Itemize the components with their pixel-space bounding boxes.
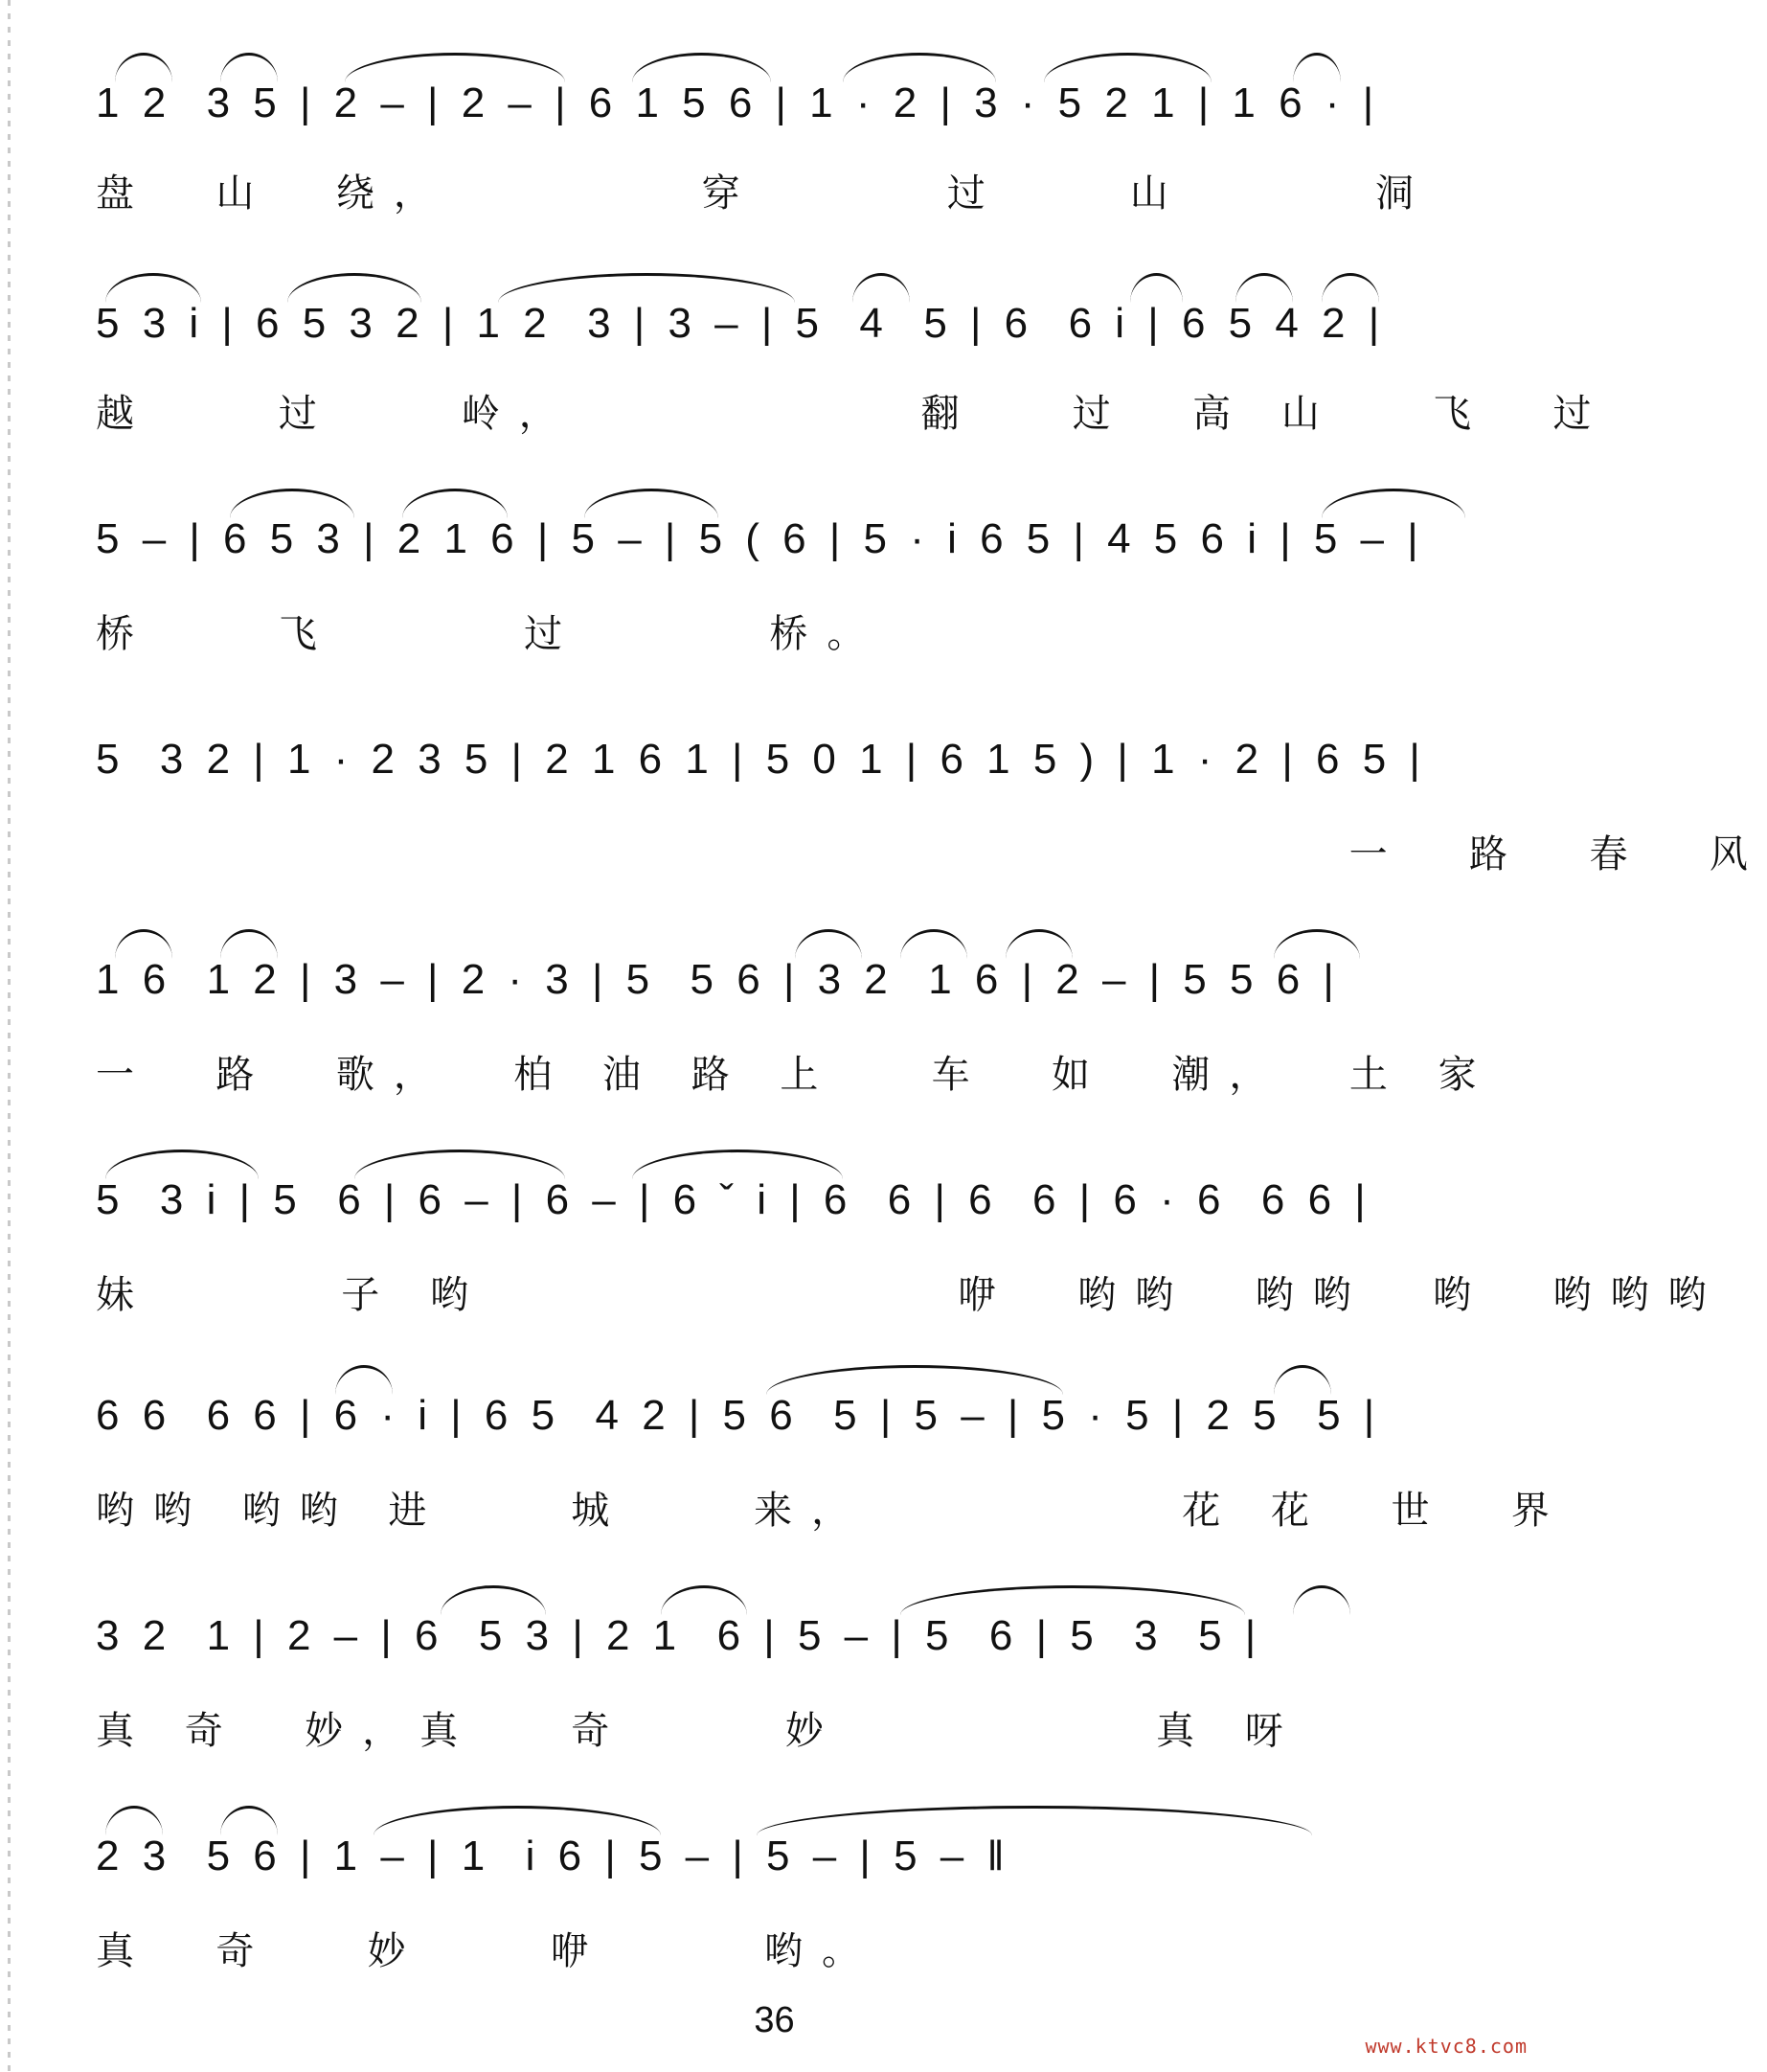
slur <box>1130 273 1183 303</box>
notation-row <box>96 929 1456 1015</box>
lyric-line: 真 奇 妙 咿 哟。 <box>96 1929 880 1973</box>
slur <box>287 273 421 303</box>
lyric-line: 越 过 岭， 翻 过 高 山 飞 过 <box>96 392 1611 436</box>
slur <box>852 273 910 303</box>
notation-row <box>96 1806 1456 1892</box>
slur <box>220 929 278 959</box>
slur <box>1293 53 1341 82</box>
page-number: 36 <box>754 2000 795 2040</box>
slur <box>843 53 996 82</box>
slur <box>1322 489 1465 518</box>
slur <box>757 1806 1312 1835</box>
slur <box>115 53 172 82</box>
slur <box>335 1365 393 1395</box>
lyric-line: 哟哟 哟哟 进 城 来， 花 花 世 界 <box>96 1489 1569 1533</box>
jianpu-notes: 5 3 2 | 1 · 2 3 5 | 2 1 6 1 | 5 0 1 | 6 1 5 ) | 1 · 2 | 6 5 | <box>96 736 1426 783</box>
lyric-line: 一 路 歌， 柏 油 路 上 车 如 潮， 土 家 <box>96 1053 1496 1097</box>
slur <box>105 273 201 303</box>
slur <box>105 1150 259 1179</box>
jianpu-notes: 5 3 i | 6 5 3 2 | 1 2 3 | 3 – | 5 4 5 | 6 6 i | 6 5 4 2 | <box>96 300 1386 347</box>
slur <box>441 1585 546 1615</box>
slur <box>766 1365 1063 1395</box>
lyric-line: 盘 山 绕， 穿 过 山 洞 <box>96 171 1434 216</box>
slur <box>402 489 508 518</box>
slur <box>220 1806 278 1835</box>
slur <box>1274 1365 1331 1395</box>
notation-row <box>96 1585 1456 1672</box>
slur <box>1293 1585 1350 1615</box>
slur <box>105 1806 163 1835</box>
slur <box>584 489 718 518</box>
slur <box>1044 53 1212 82</box>
slur <box>900 1585 1245 1615</box>
lyric-line: 真 奇 妙，真 奇 妙 真 呀 <box>96 1709 1303 1753</box>
slur <box>115 929 172 959</box>
slur <box>220 53 278 82</box>
slur <box>354 1150 565 1179</box>
slur <box>632 53 771 82</box>
slur <box>345 53 565 82</box>
slur <box>498 273 795 303</box>
slur <box>1006 929 1073 959</box>
slur <box>1322 273 1379 303</box>
slur <box>374 1806 661 1835</box>
slur <box>795 929 862 959</box>
slur <box>900 929 967 959</box>
slur <box>230 489 354 518</box>
notation-row <box>96 709 1456 795</box>
jianpu-notes: 2 3 5 6 | 1 – | 1 i 6 | 5 – | 5 – | 5 – ‖ <box>96 1833 1010 1879</box>
lyric-line: 妹 子 哟 咿 哟哟 哟哟 哟 哟哟哟 <box>96 1273 1726 1317</box>
jianpu-notes: 1 6 1 2 | 3 – | 2 · 3 | 5 5 6 | 3 2 1 6 | 2 – | 5 5 6 | <box>96 956 1340 1003</box>
notation-row <box>96 489 1456 575</box>
site-watermark: www.ktvc8.com <box>1365 2035 1528 2058</box>
slur <box>632 1150 843 1179</box>
jianpu-notes: 5 3 i | 5 6 | 6 – | 6 – | 6 ˇ i | 6 6 | 6 6 | 6 · 6 6 6 | <box>96 1176 1371 1223</box>
notation-row <box>96 1365 1456 1451</box>
jianpu-notes: 1 2 3 5 | 2 – | 2 – | 6 1 5 6 | 1 · 2 | 3 · 5 2 1 | 1 6 · | <box>96 80 1380 126</box>
notation-row <box>96 53 1456 139</box>
slur <box>661 1585 747 1615</box>
jianpu-notes: 3 2 1 | 2 – | 6 5 3 | 2 1 6 | 5 – | 5 6 | 5 3 5 | <box>96 1612 1262 1659</box>
slur <box>1274 929 1360 959</box>
jianpu-notes: 6 6 6 6 | 6 · i | 6 5 4 2 | 5 6 5 | 5 – | 5 · 5 | 2 5 5 | <box>96 1392 1381 1439</box>
notation-row <box>96 273 1456 359</box>
slur <box>1235 273 1293 303</box>
jianpu-notes: 5 – | 6 5 3 | 2 1 6 | 5 – | 5 ( 6 | 5 · i 6 5 | 4 5 6 i | 5 – | <box>96 515 1424 562</box>
notation-row <box>96 1150 1456 1236</box>
lyric-line: 桥 飞 过 桥。 <box>96 612 885 656</box>
lyric-line: 一 路 春 风 <box>96 832 1767 877</box>
